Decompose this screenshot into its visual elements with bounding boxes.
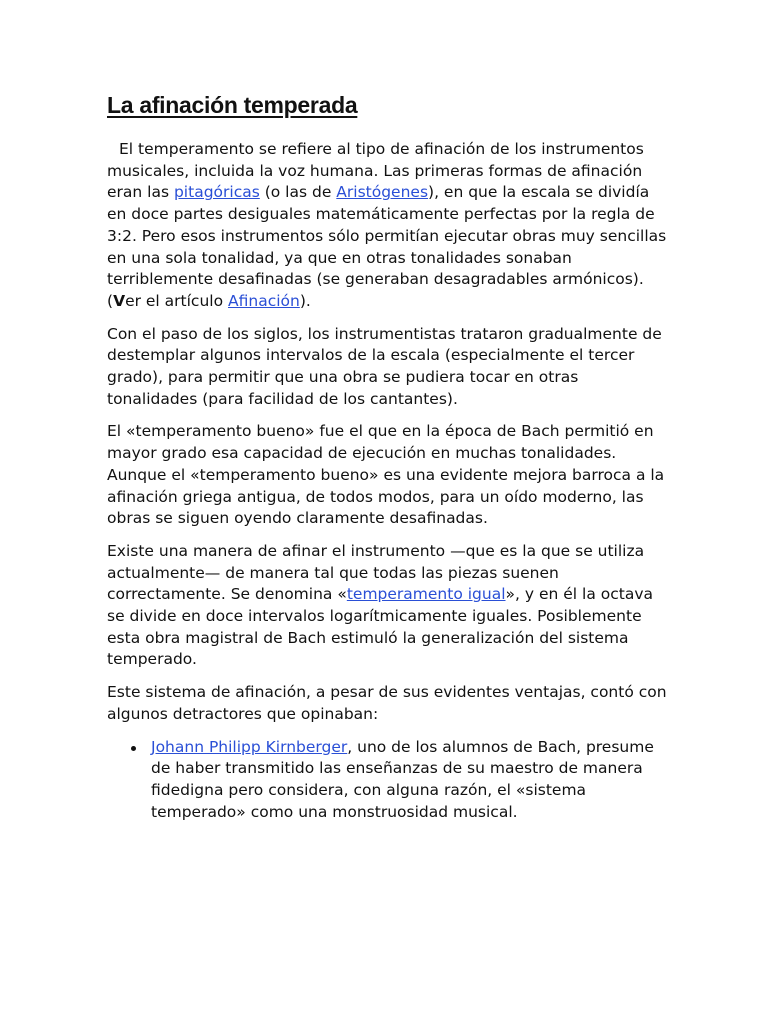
paragraph-temperamento-bueno: El «temperamento bueno» fue el que en la época de Bach permitió en mayor grado esa capacidad de ejecución en muchas tonalidades. Aunque el «temperamento bueno» es una evidente mejora barroca a la afinación griega antigua, de todos modos, para un oído moderno, las obras se siguen oyendo claramente desafinadas.: [107, 422, 665, 528]
page-title: La afinación temperada: [107, 92, 358, 118]
list-item: [151, 737, 667, 824]
paragraph-text: er el artículo: [125, 291, 228, 310]
link-temperamento-igual[interactable]: temperamento igual: [346, 585, 506, 604]
paragraph-text: (o las de: [259, 183, 337, 202]
paragraph-text: ).: [299, 291, 311, 310]
link-afinacion[interactable]: Afinación: [228, 291, 300, 310]
link-aristogenes[interactable]: Aristógenes: [336, 183, 429, 202]
paragraph-text: », y en él la octava se divide en doce intervalos logarítmicamente iguales. Posiblemente esta obra magistral de Bach estimuló la generalización del sistema temperado.: [107, 585, 653, 669]
link-kirnberger[interactable]: Johann Philipp Kirnberger: [151, 737, 348, 756]
paragraph-text: ), en que la escala se dividía en doce partes desiguales matemáticamente perfectas por la regla de 3:2. Pero esos instrumentos sólo permitían ejecutar obras muy sencillas en una sola tonalidad, ya que en otras tonalidades sonaban terriblemente desafinadas (se generaban desagradables armónicos). (: [107, 183, 667, 310]
detractors-list: [107, 737, 667, 824]
paragraph-detractores: Este sistema de afinación, a pesar de sus evidentes ventajas, contó con algunos detractores que opinaban:: [107, 683, 667, 723]
paragraph-temperamento-igual: [107, 541, 667, 671]
paragraph-intro: [107, 139, 667, 313]
document-page: [107, 92, 667, 823]
paragraph-text: Existe una manera de afinar el instrumento —que es la que se utiliza actualmente— de manera tal que todas las piezas suenen correctamente. Se denomina «: [107, 541, 645, 604]
bullet-icon: [131, 746, 136, 751]
bold-letter: V: [113, 291, 126, 310]
list-item-text: , uno de los alumnos de Bach, presume de haber transmitido las enseñanzas de su maestro de manera fidedigna pero considera, con alguna razón, el «sistema temperado» como una monstruosidad musical.: [151, 737, 654, 821]
link-pitagoricas[interactable]: pitagóricas: [173, 183, 260, 202]
paragraph-text: El temperamento se refiere al tipo de afinación de los instrumentos musicales, incluida la voz humana. Las primeras formas de afinación eran las: [107, 140, 644, 202]
paragraph-siglos: Con el paso de los siglos, los instrumentistas trataron gradualmente de destemplar algunos intervalos de la escala (especialmente el tercer grado), para permitir que una obra se pudiera tocar en otras tonalidades (para facilidad de los cantantes).: [107, 324, 662, 408]
